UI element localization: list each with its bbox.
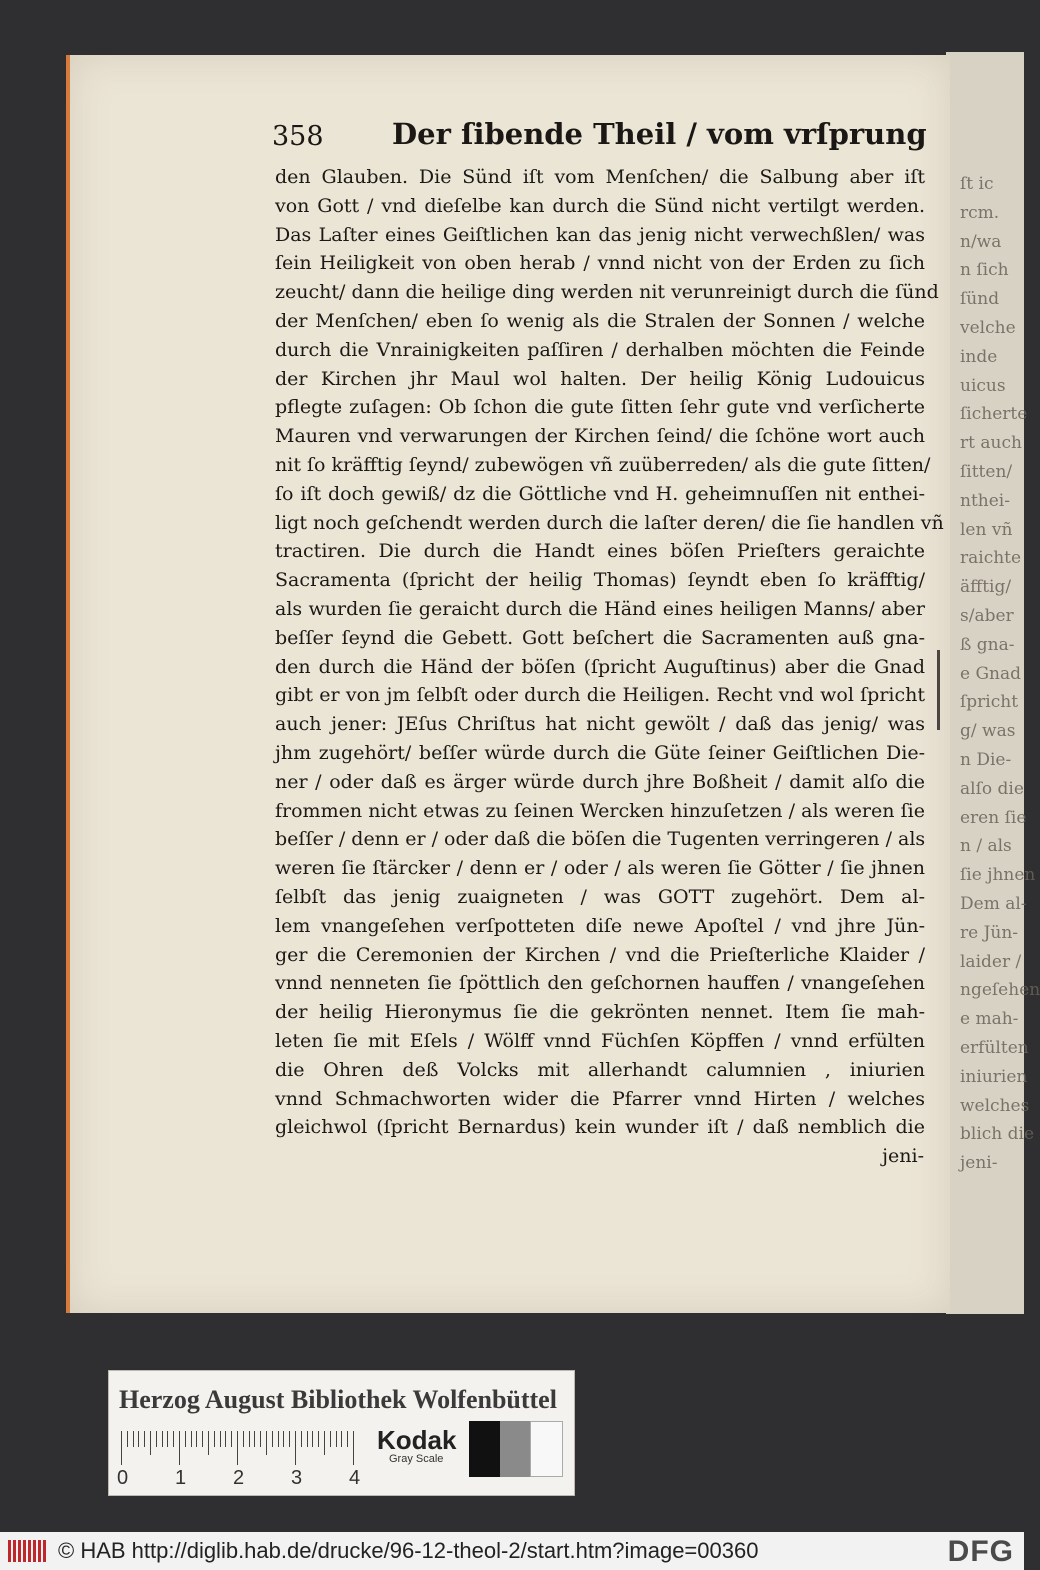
- footer-bar: [0, 1532, 1024, 1570]
- text-line: jhm zugehört/ beſſer würde durch die Güte ſeiner Geiſtlichen Die-: [275, 741, 925, 764]
- ruler-tick: [312, 1431, 313, 1447]
- ruler-tick: [214, 1431, 215, 1447]
- ruler-tick: [318, 1431, 319, 1447]
- gray-scale-label: Gray Scale: [389, 1453, 444, 1465]
- ruler-number: 2: [233, 1467, 245, 1489]
- ruler-tick: [121, 1431, 122, 1465]
- text-line: die Ohren deß Volcks mit allerhandt calumnien , iniurien: [275, 1058, 925, 1081]
- text-line: vnnd nenneten ſie ſpöttlich den geſchornen hauffen / vnangeſehen: [275, 972, 925, 995]
- ruler-tick: [127, 1431, 128, 1447]
- text-line: lem vnangeſehen verſpotteten diſe newe Apoſtel / vnd jhre Jün-: [275, 914, 925, 937]
- ruler-tick: [138, 1431, 139, 1447]
- library-name: Herzog August Bibliothek Wolfenbüttel: [119, 1385, 557, 1414]
- adjacent-page-line: erfülten: [960, 1037, 1029, 1058]
- text-line: ſelbſt das jenig zuaigneten / was GOTT zugehört. Dem al-: [275, 885, 925, 908]
- text-line: als wurden ſie geraicht durch die Händ eines heiligen Manns/ aber: [275, 597, 925, 620]
- ruler-number: 0: [117, 1467, 129, 1489]
- text-line: von Gott / vnd dieſelbe kan durch die Sünd nicht vertilgt werden.: [275, 194, 925, 217]
- ruler-tick: [173, 1431, 174, 1447]
- adjacent-page-line: alſo die: [960, 778, 1024, 799]
- text-line: vnnd Schmachworten wider die Pfarrer vnnd Hirten / welches: [275, 1087, 925, 1110]
- adjacent-page-line: velche: [960, 317, 1016, 338]
- adjacent-page-text: [960, 170, 1040, 1178]
- ruler-tick: [150, 1431, 151, 1455]
- ruler-tick: [133, 1431, 134, 1447]
- adjacent-page-line: n / als: [960, 836, 1012, 857]
- text-line: auch jener: JEſus Chriſtus hat nicht gewölt / daß das jenig/ was: [275, 713, 925, 736]
- text-line: den durch die Händ der böſen (ſpricht Auguſtinus) aber die Gnad: [275, 655, 925, 678]
- ruler-tick: [330, 1431, 331, 1447]
- text-line: beſſer ſeynd die Gebett. Gott beſchert die Sacramenten auß gna-: [275, 626, 925, 649]
- kodak-logo: Kodak: [377, 1425, 457, 1455]
- ruler-tick: [307, 1431, 308, 1447]
- ruler-tick: [231, 1431, 232, 1447]
- text-line: ſein Heiligkeit von oben herab / vnnd nicht von der Erden zu ſich: [275, 252, 925, 275]
- text-line: tractiren. Die durch die Handt eines böſen Prieſters geraichte: [275, 540, 925, 563]
- ruler-tick: [347, 1431, 348, 1447]
- ruler-numbers: [117, 1467, 377, 1489]
- adjacent-page: [946, 52, 1040, 1314]
- text-line: gibt er von jm ſelbſt oder durch die Heiligen. Recht vnd wol ſpricht: [275, 684, 925, 707]
- adjacent-page-line: e mah-: [960, 1009, 1019, 1030]
- adjacent-page-line: ß gna-: [960, 634, 1015, 655]
- adjacent-page-line: welches: [960, 1095, 1030, 1116]
- adjacent-page-line: ngeſehen: [960, 980, 1040, 1001]
- adjacent-page-line: uicus: [960, 375, 1006, 396]
- ruler-tick: [162, 1431, 163, 1447]
- ruler-tick: [260, 1431, 261, 1447]
- adjacent-page-line: Dem al-: [960, 893, 1027, 914]
- adjacent-page-line: iniurien: [960, 1066, 1028, 1087]
- ruler-tick: [336, 1431, 337, 1447]
- ruler-tick: [283, 1431, 284, 1447]
- catchword: jeni-: [882, 1145, 924, 1167]
- ruler-scale: [119, 1431, 369, 1467]
- text-line: durch die Vnrainigkeiten paſſiren / derhalben möchten die Feinde: [275, 338, 925, 361]
- ruler-tick: [324, 1431, 325, 1455]
- text-line: gleichwol (ſpricht Bernardus) kein wunder iſt / daß nemblich die: [275, 1116, 925, 1139]
- source-url[interactable]: © HAB http://diglib.hab.de/drucke/96-12-theol-2/start.htm?image=00360: [58, 1538, 759, 1563]
- running-title: Der ſibende Theil / vom vrſprung: [392, 117, 927, 151]
- ruler-tick: [243, 1431, 244, 1447]
- ruler-tick: [254, 1431, 255, 1447]
- page-body-text: [275, 163, 944, 1142]
- page-number: 358: [272, 121, 324, 152]
- ruler-tick: [237, 1431, 238, 1465]
- text-line: der Menſchen/ eben ſo wenig als die Stralen der Sonnen / welche: [275, 309, 925, 332]
- adjacent-page-line: ſie jhnen: [960, 865, 1036, 886]
- text-line: ligt noch geſchendt werden durch die laſter deren/ die ſie handlen vñ: [275, 511, 944, 534]
- text-line: Das Laſter eines Geiſtlichen kan das jenig nicht verwechßlen/ was: [275, 223, 925, 246]
- page-gutter-mark: [937, 650, 940, 730]
- ruler-tick: [202, 1431, 203, 1447]
- text-line: beſſer / denn er / oder daß die böſen die Tugenten verringeren / als: [275, 828, 926, 851]
- adjacent-page-line: re Jün-: [960, 922, 1019, 943]
- text-line: der heilig Hieronymus ſie die gekrönten nennet. Item ſie mah-: [275, 1001, 925, 1024]
- text-line: frommen nicht etwas zu ſeinen Wercken hinzuſetzen / als weren ſie: [275, 799, 925, 822]
- adjacent-page-line: jeni-: [960, 1153, 998, 1174]
- ruler-tick: [289, 1431, 290, 1447]
- adjacent-page-line: eren ſie: [960, 807, 1027, 828]
- ruler-tick: [196, 1431, 197, 1447]
- ruler-tick: [272, 1431, 273, 1447]
- book-page: [66, 55, 950, 1313]
- adjacent-page-line: blich die: [960, 1124, 1035, 1145]
- hab-logo-icon: [8, 1540, 48, 1562]
- adjacent-page-line: e Gnad: [960, 663, 1022, 684]
- text-line: zeucht/ dann die heilige ding werden nit verunreinigt durch die ſünd: [275, 281, 939, 304]
- ruler-tick: [295, 1431, 296, 1465]
- adjacent-page-line: nthei-: [960, 490, 1010, 511]
- ruler-tick: [225, 1431, 226, 1447]
- page-header: [272, 117, 927, 157]
- ruler-tick: [301, 1431, 302, 1447]
- ruler-tick: [156, 1431, 157, 1447]
- text-line: den Glauben. Die Sünd iſt vom Menſchen/ die Salbung aber iſt: [275, 166, 925, 188]
- text-line: ner / oder daß es ärger würde durch jhre Boßheit / damit alſo die: [275, 770, 925, 793]
- adjacent-page-line: rt auch: [960, 433, 1022, 454]
- ruler-tick: [341, 1431, 342, 1447]
- adjacent-page-line: n ſich: [960, 260, 1009, 281]
- ruler-tick: [191, 1431, 192, 1447]
- ruler-tick: [278, 1431, 279, 1447]
- text-line: ger die Ceremonien der Kirchen / vnd die Prieſterliche Klaider /: [275, 943, 925, 966]
- ruler-tick: [249, 1431, 250, 1447]
- ruler-number: 3: [291, 1467, 303, 1489]
- adjacent-page-line: n Die-: [960, 749, 1012, 770]
- text-line: leten ſie mit Eſels / Wölff vnnd Füchſen Köpffen / vnnd erfülten: [275, 1029, 925, 1052]
- ruler-tick: [185, 1431, 186, 1447]
- adjacent-page-line: äfftig/: [960, 577, 1012, 598]
- gray-patches: [469, 1421, 563, 1477]
- text-line: nit ſo kräfftig ſeynd/ zubewögen vñ zuüberreden/ als die gute ſitten/: [275, 453, 931, 476]
- text-line: pflegte zuſagen: Ob ſchon die gute ſitten ſehr gute vnd verſicherte: [275, 396, 925, 419]
- adjacent-page-line: ſpricht: [960, 692, 1019, 713]
- adjacent-page-line: ſünd: [960, 289, 1000, 310]
- adjacent-page-line: raichte: [960, 548, 1022, 569]
- ruler-tick: [179, 1431, 180, 1465]
- dfg-logo: DFG: [947, 1535, 1014, 1568]
- adjacent-page-line: ſicherte: [960, 404, 1028, 425]
- adjacent-page-line: rcm.: [960, 202, 1000, 223]
- ruler-tick: [208, 1431, 209, 1455]
- text-line: Sacramenta (ſpricht der heilig Thomas) ſeyndt eben ſo kräfftig/: [275, 569, 925, 592]
- adjacent-page-line: len vñ: [960, 519, 1013, 540]
- text-line: der Kirchen jhr Maul wol halten. Der heilig König Ludouicus: [275, 367, 925, 390]
- text-line: Mauren vnd verwarungen der Kirchen ſeind/ die ſchöne wort auch: [275, 425, 925, 448]
- text-line: ſo iſt doch gewiß/ dz die Göttliche vnd H. geheimnuſſen nit enthei-: [275, 482, 925, 505]
- adjacent-page-line: s/aber: [960, 605, 1014, 626]
- adjacent-page-line: g/ was: [960, 721, 1016, 742]
- kodak-scale-card: [108, 1370, 575, 1496]
- adjacent-page-line: inde: [960, 346, 998, 367]
- ruler-tick: [266, 1431, 267, 1455]
- ruler-number: 1: [175, 1467, 187, 1489]
- ruler-tick: [144, 1431, 145, 1447]
- text-line: weren ſie ſtärcker / denn er / oder / als weren ſie Götter / ſie jhnen: [275, 857, 925, 880]
- adjacent-page-line: laider /: [960, 951, 1022, 972]
- adjacent-page-line: n/wa: [960, 231, 1002, 252]
- ruler-tick: [167, 1431, 168, 1447]
- ruler-number: 4: [349, 1467, 361, 1489]
- adjacent-page-line: ſt ic: [960, 174, 994, 194]
- adjacent-page-line: ſitten/: [960, 461, 1013, 482]
- ruler-tick: [353, 1431, 354, 1465]
- ruler-tick: [220, 1431, 221, 1447]
